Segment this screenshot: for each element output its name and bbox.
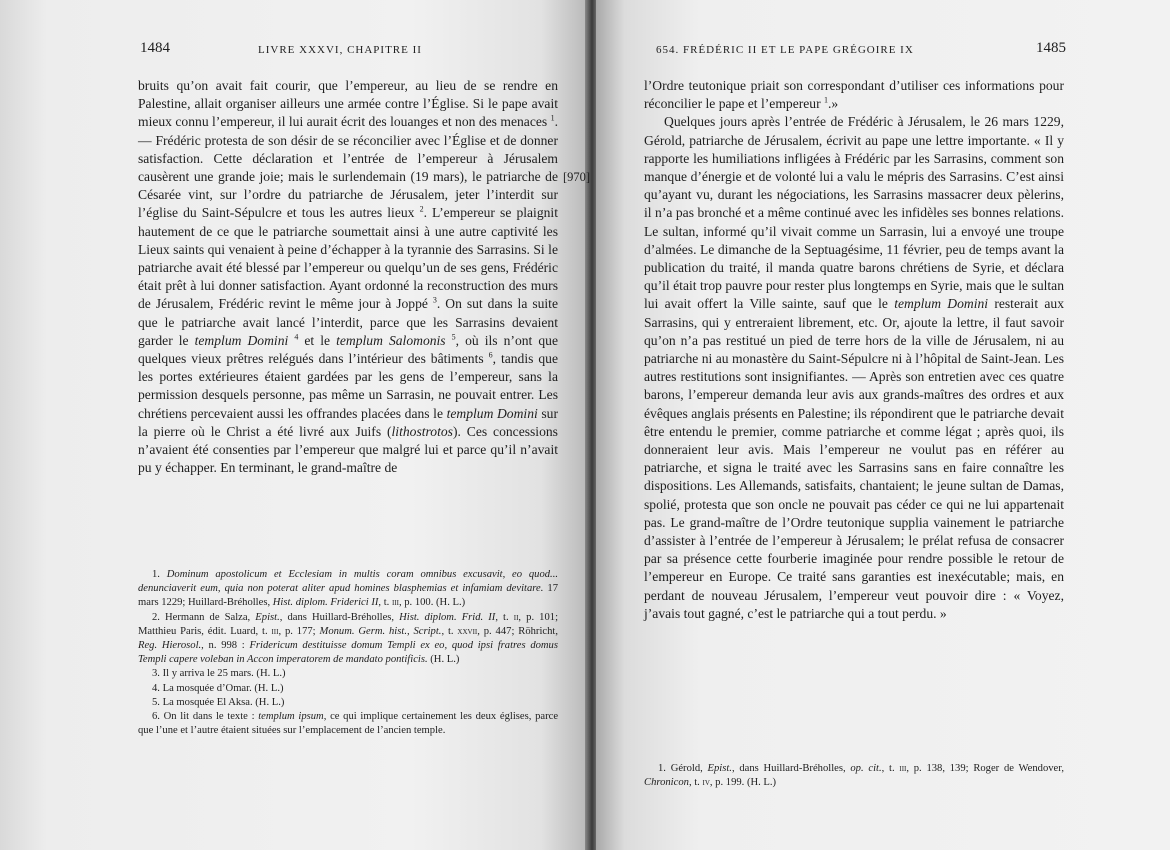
footnote-number: 2. — [152, 611, 166, 623]
footnote — [138, 710, 558, 738]
body-text-run: , p. 177; — [278, 625, 320, 637]
body-text-run: La mosquée d’Omar. (H. L.) — [162, 682, 284, 694]
margin-marker-970: [970] — [563, 170, 591, 184]
footnote-number: 1. — [658, 763, 671, 774]
footnote-ref: 3 — [432, 295, 437, 305]
italic-text: templum Salomonis — [336, 332, 446, 348]
italic-text: templum ipsum — [258, 711, 324, 723]
body-text-run: , t. — [441, 625, 458, 637]
small-caps-text: xxvii — [457, 625, 478, 637]
italic-text: templum Domini — [194, 332, 289, 348]
right-footnotes — [644, 762, 1064, 790]
body-text-run: , p. 447; Röhricht, — [477, 625, 558, 637]
body-text-run: , tandis que les portes extérieures étaient gardées par les gens de l’empereur, sans la permission desquels personne, pas même un Sarrasin, ne pouvait entrer. Les chrétiens percevaient aussi les offrandes placées dans le — [138, 351, 558, 421]
paragraph — [138, 77, 558, 477]
italic-text: templum Domini — [446, 405, 538, 421]
body-text-run: 17 mars 1229; Huillard-Bréholles, — [138, 583, 558, 609]
italic-text: Dominum apostolicum et Ecclesiam in multis coram omnibus excusavit, eo quod... denunciaverit eum, quia non poterat aliter apud homines blasphemias et infamiam devitare. — [138, 569, 558, 595]
body-text-run: resterait aux Sarrasins, qui y entreraient librement, etc. Or, ajoute la lettre, il faut savoir qu’on n’a pas restitué un pied de terre hors de la ville de Jérusalem, ni au patriarche ni au monastère du Saint-Sépulcre ni à l’hôpital de Saint-Jean. Les autres restitutions sont insignifiantes. — Après son entretien avec ces quatre barons, l’empereur demanda leur avis aux grands-maîtres des ordres et aux évêques anglais présents en Palestine; ils répondirent que le patriarche devait être entendu le premier, comme patriarche et comme légat ; après quoi, ils donneraient leur avis. Mais l’empereur ne voulut pas en référer au patriarche, et signa le traité avec les Sarrasins sans en faire connaître les dispositions. Les Allemands, satisfaits, chantaient; le jeune sultan de Damas, spolié, protesta que son oncle ne pouvait pas céder ce qui ne lui appartenait pas. Le grand-maître de l’Ordre teutonique supplia vainement le patriarche d’assister à l’entrée de l’empereur à Jérusalem; le prélat refusa de consacrer par sa présence cette fourberie imaginée pour rendre possible le retour de l’empereur en Europe. Ce traité sans garanties est inexécutable; mais, en perdant de nouveau Jérusalem, l’empereur veut pouvoir dire : « Voyez, j’avais tout gagné, c’est le patriarche qui a tout perdu. » — [644, 296, 1064, 621]
footnote-ref: 1 — [824, 95, 829, 105]
footnote — [138, 611, 558, 668]
body-text-run: La mosquée El Aksa. (H. L.) — [162, 696, 285, 708]
body-text-run: . On sut dans la suite que le patriarche avait lancé l’interdit, parce que les Sarrasins devaient garder le — [138, 296, 558, 348]
body-text-run: bruits qu’on avait fait courir, que l’empereur, au lieu de se rendre en Palestine, allait organiser ailleurs une armée contre l’Église. Si le pape avait mieux connu l’empereur, il lui aurait écrit des louanges et non des menaces — [138, 78, 558, 130]
footnote-ref: 1 — [550, 113, 555, 123]
italic-text: op. cit. — [850, 763, 882, 774]
small-caps-text: iii — [271, 625, 279, 637]
small-caps-text: iv — [702, 777, 710, 789]
body-text-run: et le — [298, 332, 337, 348]
footnote-number: 3. — [152, 668, 163, 680]
italic-text: Epist. — [707, 763, 732, 774]
italic-text: Reg. Hierosol. — [138, 640, 202, 652]
paragraph — [644, 77, 1064, 113]
body-text-run: . — Frédéric protesta de son désir de se réconcilier avec l’Église et de donner satisfaction. Cette déclaration et l’entrée de l’empereur à Jérusalem causèrent une grande joie; mais le surlendemain (19 mars), le patriarche de Césarée vint, sur l’ordre du patriarche de Jérusalem, jeter l’interdit sur l’église du Saint-Sépulcre et tous les autres lieux — [138, 114, 558, 221]
body-text-run: , t. — [495, 611, 514, 623]
paragraph — [644, 113, 1064, 623]
right-page-number: 1485 — [1036, 40, 1066, 56]
footnote — [138, 568, 558, 611]
body-text-run: sur la pierre où le Christ a été livré aux Juifs ( — [138, 405, 558, 439]
footnote-number: 1. — [152, 569, 167, 580]
left-page-number: 1484 — [140, 40, 170, 56]
body-text-run: (H. L.) — [427, 654, 460, 666]
footnote-number: 6. — [152, 711, 164, 723]
body-text-run: , ce qui implique certainement les deux églises, parce que l’une et l’autre étaient situées sur l’emplacement de l’ancien temple. — [138, 711, 559, 737]
left-footnotes — [138, 568, 558, 738]
italic-text: Monum. Germ. hist., Script. — [319, 625, 442, 637]
italic-text: Hist. diplom. Frid. II — [399, 611, 496, 623]
right-body-text — [644, 77, 1064, 623]
italic-text: Hist. diplom. Friderici II — [272, 597, 379, 609]
italic-text: lithostrotos — [391, 423, 453, 439]
body-text-run: , dans Huillard-Bréholles, — [731, 763, 851, 774]
left-running-head: LIVRE XXXVI, CHAPITRE II — [258, 44, 422, 56]
footnote-ref: 6 — [488, 350, 493, 360]
right-page — [596, 0, 1170, 850]
body-text-run: , t. — [378, 597, 392, 609]
body-text-run: l’Ordre teutonique priait son correspondant d’utiliser ces informations pour réconcilier le pape et l’empereur — [644, 78, 1064, 112]
body-text-run: Quelques jours après l’entrée de Frédéric à Jérusalem, le 26 mars 1229, Gérold, patriarche de Jérusalem, écrivit au pape une lettre importante. « Il y rapporte les humiliations infligées à Frédéric par les Sarrasins, comment son manque d’énergie et de volonté lui a valu le mépris des Sarrasins. C’est ainsi qu’ayant vu, durant les négociations, les Sarrasins massacrer deux pèlerins, il n’a pas bronché et a même continué avec les infidèles ses bonnes relations. Le sultan, informé qu’il vivait comme un Sarrasin, lui a envoyé une troupe d’almées. Le dimanche de la Septuagésime, 11 février, peu de temps avant la publication du traité, il manda quatre barons chrétiens de Syrie, et déclara qu’il était trop pauvre pour rester plus longtemps en Syrie, mais que le sultan lui avait offert la Ville sainte, sauf que le — [644, 114, 1064, 312]
footnote-ref: 5 — [451, 332, 456, 342]
body-text-run: , p. 138, 139; Roger de Wendover, — [906, 763, 1065, 774]
body-text-run: ). Ces concessions n’avaient été consenties par l’empereur que malgré lui et parce qu’il n’avait pu y échapper. En terminant, le grand-maître de — [138, 423, 558, 476]
body-text-run: Hermann de Salza, — [165, 611, 256, 623]
small-caps-text: iii — [391, 597, 399, 609]
italic-text: Fridericum destituisse domum Templi ex eo, quod ipsi fratres domus Templi capere voleban in Accon imperatorem de mandato pontificis. — [138, 640, 558, 666]
footnote — [138, 667, 558, 681]
footnote — [138, 682, 558, 696]
footnote-ref: 4 — [294, 332, 299, 342]
left-body-text — [138, 77, 558, 477]
body-text-run: Gérold, — [670, 763, 708, 774]
body-text-run: , n. 998 : — [201, 640, 250, 652]
footnote-number: 4. — [152, 682, 163, 694]
body-text-run: , où ils n’ont que quelques vieux prêtres relégués dans l’intérieur des bâtiments — [138, 332, 558, 367]
body-text-run: , t. — [688, 777, 703, 789]
body-text-run: .» — [828, 96, 839, 112]
footnote — [644, 762, 1064, 790]
body-text-run: , p. 101; Matthieu Paris, édit. Luard, t. — [138, 611, 559, 637]
italic-text: Epist. — [255, 611, 280, 623]
body-text-run: Il y arriva le 25 mars. (H. L.) — [162, 668, 286, 680]
footnote-number: 5. — [152, 696, 163, 708]
right-running-head: 654. FRÉDÉRIC II ET LE PAPE GRÉGOIRE IX — [656, 44, 914, 56]
body-text-run: , p. 100. (H. L.) — [398, 597, 466, 609]
small-caps-text: iii — [899, 763, 907, 774]
footnote — [138, 696, 558, 710]
body-text-run: . L’empereur se plaignit hautement de ce que le patriarche soumettait ainsi à une autre captivité les Lieux saints qui venaient à peine d’échapper à la tyrannie des Sarrasins. Si le patriarche avait été blessé par l’empereur ou quelqu’un de ses gens, Frédéric était prêt à lui donner satisfaction. Ayant ordonné la reconstruction des murs de Jérusalem, Frédéric revint le même jour à Joppé — [138, 205, 558, 312]
body-text-run: , t. — [881, 763, 900, 774]
italic-text: templum Domini — [894, 296, 989, 312]
italic-text: Chronicon — [644, 777, 689, 789]
body-text-run: , p. 199. (H. L.) — [709, 777, 777, 789]
body-text-run: On lit dans le texte : — [163, 711, 259, 723]
footnote-ref: 2 — [419, 204, 424, 214]
body-text-run: , dans Huillard-Bréholles, — [279, 611, 400, 623]
small-caps-text: ii — [513, 611, 519, 623]
